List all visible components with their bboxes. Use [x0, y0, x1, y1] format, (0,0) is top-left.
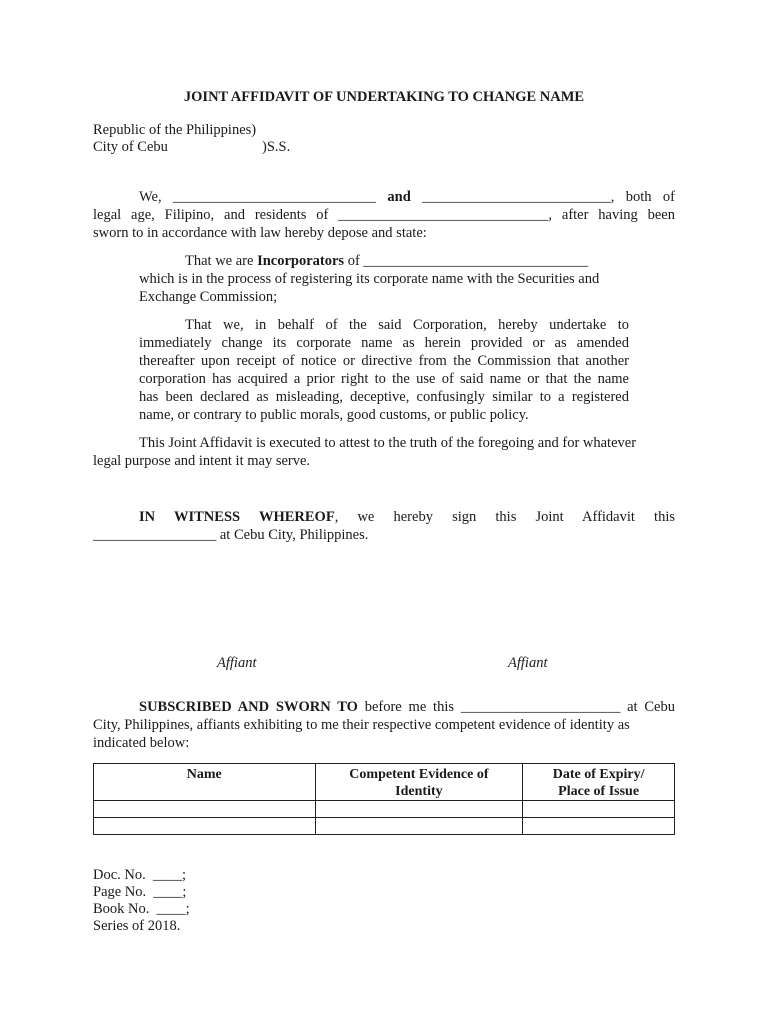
intro-residence-pre: legal age, Filipino, and residents of: [93, 207, 339, 223]
table-cell: [523, 818, 675, 835]
table-cell: [94, 801, 316, 818]
incorporators-line-3: Exchange Commission;: [139, 289, 278, 305]
header-name: [94, 764, 316, 801]
table-cell: [315, 801, 523, 818]
undertaking-line-2: immediately change its corporate name as herein provided or as amended: [139, 335, 629, 351]
intro-blank-2: __________________________: [422, 189, 611, 205]
header-expiry: [523, 764, 675, 801]
undertaking-line-3: thereafter upon receipt of notice or directive from the Commission that another: [139, 353, 629, 369]
witness-line-1: [139, 508, 675, 526]
intro-both-of: , both of: [610, 189, 675, 205]
jurat-line-2: City, Philippines, affiants exhibiting to me their respective competent evidence of identity as: [93, 717, 630, 733]
table-row: [94, 801, 675, 818]
undertaking-line-6: name, or contrary to public morals, good customs, or public policy.: [139, 407, 529, 423]
jurat-date-blank: ______________________: [460, 699, 621, 715]
affiant-label-2: Affiant: [508, 655, 548, 671]
table-cell: [94, 818, 316, 835]
jurat-bold: SUBSCRIBED AND SWORN TO: [139, 699, 358, 715]
incorporators-bold: Incorporators: [257, 253, 345, 269]
jurat-end: at Cebu: [620, 699, 675, 715]
venue-city: City of Cebu: [93, 139, 168, 155]
jurat-line-3: indicated below:: [93, 735, 190, 751]
notarial-doc-no: Doc. No. ____;: [93, 867, 187, 883]
jurat-mid: before me this: [357, 699, 461, 715]
notarial-series: Series of 2018.: [93, 918, 181, 934]
intro-we: We,: [139, 189, 173, 205]
undertaking-line-5: has been declared as misleading, deceptive, confusingly similar to a registered: [139, 389, 629, 405]
header-name-text: Name: [186, 767, 222, 782]
intro-line-3: sworn to in accordance with law hereby depose and state:: [93, 225, 427, 241]
intro-line-1: [93, 188, 675, 206]
intro-and: and: [387, 189, 411, 205]
header-evidence-line-1: Competent Evidence of: [349, 767, 489, 782]
table-cell: [523, 801, 675, 818]
notarial-page-no: Page No. ____;: [93, 884, 187, 900]
venue-ss: )S.S.: [262, 139, 291, 155]
witness-bold: IN WITNESS WHEREOF: [139, 509, 335, 525]
purpose-line-1: This Joint Affidavit is executed to attest to the truth of the foregoing and for whatever: [139, 435, 637, 451]
header-expiry-line-2: Place of Issue: [558, 784, 640, 799]
table-header-row: [94, 764, 675, 801]
intro-line-2: [93, 206, 675, 224]
undertaking-line-4: corporation has acquired a prior right to the use of said name or that the name: [139, 371, 629, 387]
intro-blank-1: ____________________________: [173, 189, 376, 205]
header-evidence-line-2: Identity: [395, 784, 443, 799]
document-title: JOINT AFFIDAVIT OF UNDERTAKING TO CHANGE NAME: [183, 89, 585, 105]
notarial-book-no: Book No. ____;: [93, 901, 190, 917]
incorporators-line-1: [185, 252, 588, 270]
intro-residence-post: , after having been: [548, 207, 675, 223]
incorporators-line-2: which is in the process of registering its corporate name with the Securities and: [139, 271, 600, 287]
header-expiry-line-1: Date of Expiry/: [552, 767, 645, 782]
table-cell: [315, 818, 523, 835]
incorporators-pre: That we are: [185, 253, 258, 269]
purpose-line-2: legal purpose and intent it may serve.: [93, 453, 311, 469]
incorporators-of: of: [344, 253, 364, 269]
affiant-label-1: Affiant: [217, 655, 257, 671]
intro-blank-3: _____________________________: [338, 207, 549, 223]
evidence-table: [93, 763, 675, 835]
witness-line-2: [93, 526, 368, 544]
incorporators-blank: _______________________________: [363, 253, 589, 269]
header-evidence: [315, 764, 523, 801]
venue-republic: Republic of the Philippines): [93, 122, 257, 138]
undertaking-line-1: That we, in behalf of the said Corporation, hereby undertake to: [185, 317, 629, 333]
witness-place: at Cebu City, Philippines.: [216, 527, 369, 543]
table-row: [94, 818, 675, 835]
jurat-line-1: [139, 698, 675, 716]
witness-date-blank: _________________: [93, 527, 217, 543]
witness-rest: , we hereby sign this Joint Affidavit this: [334, 509, 676, 525]
